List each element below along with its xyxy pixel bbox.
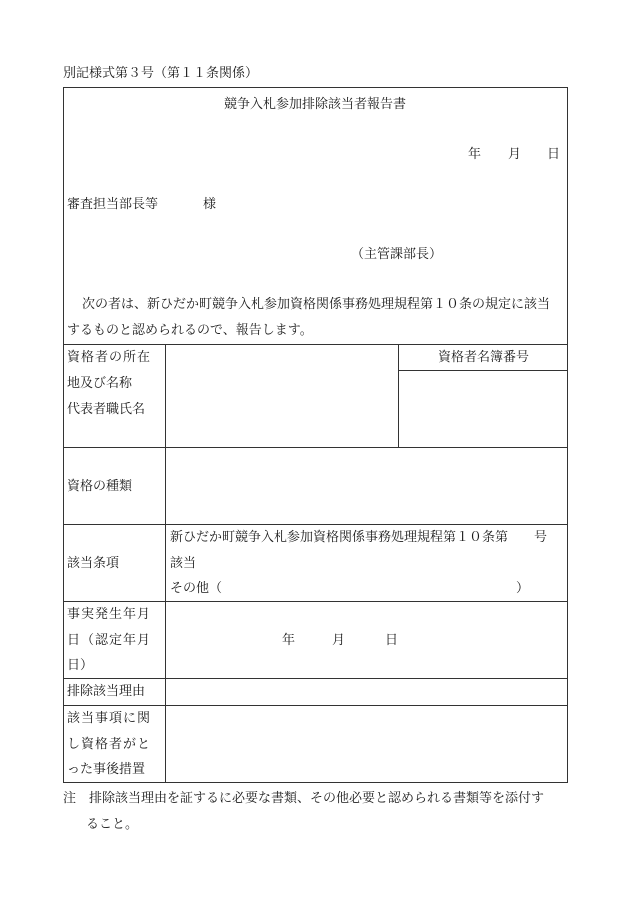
row-divider-4 [63, 678, 568, 679]
qualifier-label-line-3: 代表者職氏名 [67, 402, 146, 417]
date-month: 月 [508, 147, 522, 162]
table-top-border [63, 344, 568, 345]
date-year: 年 [468, 147, 482, 162]
qualification-type-label: 資格の種類 [67, 479, 133, 494]
clause-label: 該当条項 [67, 556, 120, 571]
registry-column-divider [398, 344, 399, 447]
post-measures-label-line-2: し資格者がと [67, 737, 152, 752]
addressee-honorific: 様 [203, 197, 217, 212]
post-measures-label-line-3: った事後措置 [67, 762, 146, 777]
clause-other-open: その他（ [170, 581, 223, 596]
clause-text-line-2: 該当 [170, 556, 197, 571]
row-divider-3 [63, 601, 568, 602]
fact-date-label-line-1: 事実発生年月 [67, 607, 152, 622]
note-line-2: ること。 [86, 817, 139, 832]
fact-date-day: 日 [385, 633, 399, 648]
exclusion-reason-label: 排除該当理由 [67, 684, 146, 699]
date-day: 日 [547, 147, 561, 162]
intro-line-2: するものと認められるので、報告します。 [67, 323, 313, 338]
note-line-1: 注 排除該当理由を証するに必要な書類、その他必要と認められる書類等を添付す [63, 791, 545, 806]
clause-other-close: ） [516, 581, 530, 596]
document-title: 競争入札参加排除該当者報告書 [224, 97, 407, 112]
qualifier-label-line-1: 資格者の所在 [67, 350, 152, 365]
qualifier-label-line-2: 地及び名称 [67, 376, 133, 391]
post-measures-label-line-1: 該当事項に関 [67, 711, 152, 726]
row-divider-5 [63, 705, 568, 706]
fact-date-month: 月 [332, 633, 346, 648]
sender-department: （主管課部長） [351, 247, 443, 262]
registry-header-divider [398, 370, 568, 371]
clause-text-line-1: 新ひだか町競争入札参加資格関係事務処理規程第１０条第 号 [170, 530, 548, 545]
row-divider-2 [63, 524, 568, 525]
row-divider-1 [63, 447, 568, 448]
addressee-name: 審査担当部長等 [67, 197, 159, 212]
form-number-label: 別記様式第３号（第１１条関係） [63, 66, 259, 81]
fact-date-year: 年 [282, 633, 296, 648]
fact-date-label-line-3: 日） [67, 658, 94, 673]
intro-line-1: 次の者は、新ひだか町競争入札参加資格関係事務処理規程第１０条の規定に該当 [82, 297, 551, 312]
fact-date-label-line-2: 日（認定年月 [67, 633, 152, 648]
label-column-divider [165, 344, 166, 783]
registry-number-header: 資格者名簿番号 [438, 350, 530, 365]
